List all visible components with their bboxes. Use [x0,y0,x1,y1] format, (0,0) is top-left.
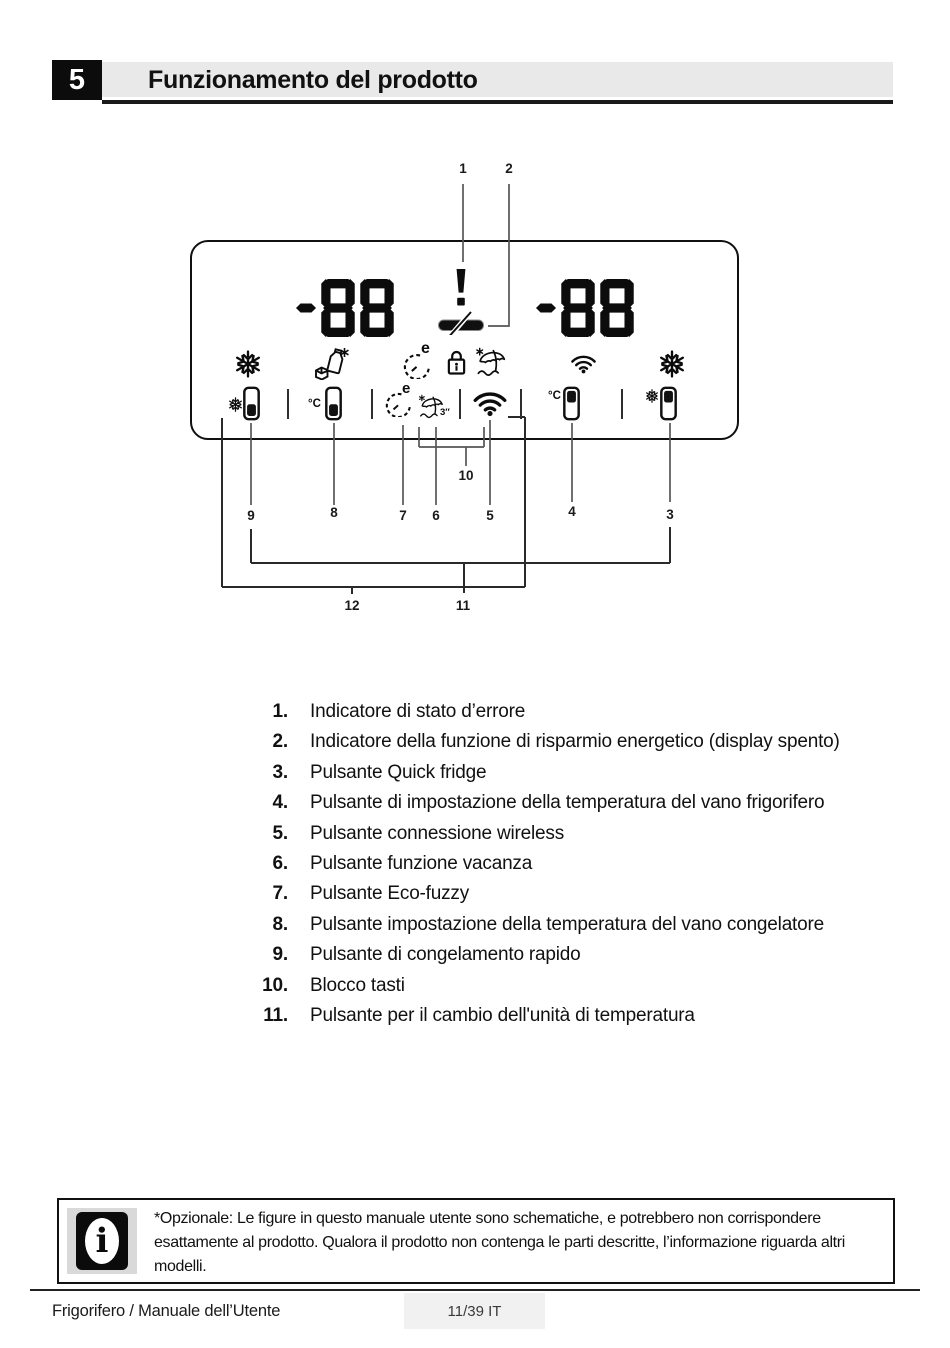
legend-item-number: 9. [272,944,288,966]
legend-item-number: 3. [272,761,288,783]
info-icon-letter: i [85,1218,119,1264]
button-separator [459,389,461,419]
callout-label-1: 1 [459,161,467,176]
legend-item-number: 4. [272,792,288,814]
key-lock-padlock-icon [446,349,467,376]
legend-item [250,730,850,760]
legend-item [250,882,850,912]
legend-item-number: 5. [272,822,288,844]
energy-saving-display-off-icon [437,311,485,335]
button-separator [287,389,289,419]
legend-item-number: 6. [272,852,288,874]
legend-item-text: Pulsante impostazione della temperatura del vano congelatore [310,913,824,935]
note-line: modelli. [154,1258,207,1275]
button-separator [371,389,373,419]
page-title: Funzionamento del prodotto [148,66,478,94]
callout-label-6: 6 [432,508,440,523]
freezer-temperature-set-button [325,386,342,421]
callout-label-10: 10 [458,468,474,483]
callout-label-9: 9 [247,508,255,523]
wifi-indicator-icon [570,353,597,374]
eco-fuzzy-button-e-label: e [402,380,411,397]
legend-item-text: Pulsante di congelamento rapido [310,944,581,966]
error-status-icon [455,269,467,306]
callout-label-8: 8 [330,505,338,520]
legend-item [250,974,850,1004]
quick-fridge-button [660,386,677,421]
control-panel-diagram [0,0,950,660]
button-separator [520,389,522,419]
footer-rule [30,1289,920,1291]
legend-item-text: Pulsante connessione wireless [310,822,565,844]
page-indicator-box [404,1293,545,1329]
fridge-celsius-label: °C [548,390,561,402]
footer-product-line: Frigorifero / Manuale dell’Utente [52,1302,281,1320]
freezer-temperature-display [296,279,394,337]
callout-label-11: 11 [455,598,471,613]
chapter-number: 5 [68,63,86,96]
legend-item [250,791,850,821]
callout-label-5: 5 [486,508,494,523]
note-line: *Opzionale: Le figure in questo manuale utente sono schematiche, e potrebbero non corrispondere [154,1210,821,1227]
legend-item-number: 2. [272,731,288,753]
legend-item-text: Pulsante Quick fridge [310,761,487,783]
legend-item-text: Pulsante Eco-fuzzy [310,883,470,905]
quick-fridge-indicator-snowflake-icon [658,350,686,378]
note-line: esattamente al prodotto. Qualora il prodotto non contenga le parti descritte, l’informazione riguarda altri [154,1234,845,1251]
legend-item-number: 1. [272,701,288,722]
quick-freeze-button [243,386,260,421]
legend-item-text: Indicatore di stato d’errore [310,701,526,722]
quick-cool-bottle-icon [313,346,351,380]
quick-fridge-button-snowflake-icon [645,389,659,403]
page-indicator: 11/39 IT [447,1302,502,1320]
eco-fuzzy-e-label: e [421,340,430,357]
info-icon [76,1212,128,1270]
legend-item [250,822,850,852]
freezer-celsius-label: °C [308,398,321,410]
callout-label-3: 3 [666,507,674,522]
legend-item-number: 8. [272,913,288,935]
legend-item-text: Blocco tasti [310,974,405,996]
legend-item [250,943,850,973]
quick-freeze-button-snowflake-icon [228,397,243,412]
callout-label-7: 7 [399,508,407,523]
legend-item-number: 7. [272,883,288,905]
legend-item [250,1004,850,1034]
legend-item [250,761,850,791]
info-icon-background [67,1208,137,1274]
fridge-temperature-set-button [563,386,580,421]
callout-label-2: 2 [505,161,513,176]
legend-item [250,913,850,943]
legend-item [250,700,850,730]
wireless-button-wifi-icon [472,389,508,417]
legend-item [250,852,850,882]
callout-label-4: 4 [568,504,576,519]
legend-item-text: Pulsante di impostazione della temperatura del vano frigorifero [310,792,825,814]
legend-item-text: Indicatore della funzione di risparmio energetico (display spento) [310,731,840,753]
legend-item-text: Pulsante funzione vacanza [310,852,533,874]
legend-item-number: 11. [263,1004,288,1026]
vacation-umbrella-icon [475,347,509,378]
legend-list [250,700,850,1034]
fridge-temperature-display [536,279,634,337]
callout-label-12: 12 [344,598,360,613]
optional-note-box [57,1198,895,1284]
quick-freeze-indicator-snowflake-icon [234,350,262,378]
vacation-hold-3s-label: 3″ [440,407,450,418]
legend-item-text: Pulsante per il cambio dell'unità di temperatura [310,1004,695,1026]
button-separator [621,389,623,419]
note-text [154,1207,886,1279]
legend-item-number: 10. [262,974,288,996]
